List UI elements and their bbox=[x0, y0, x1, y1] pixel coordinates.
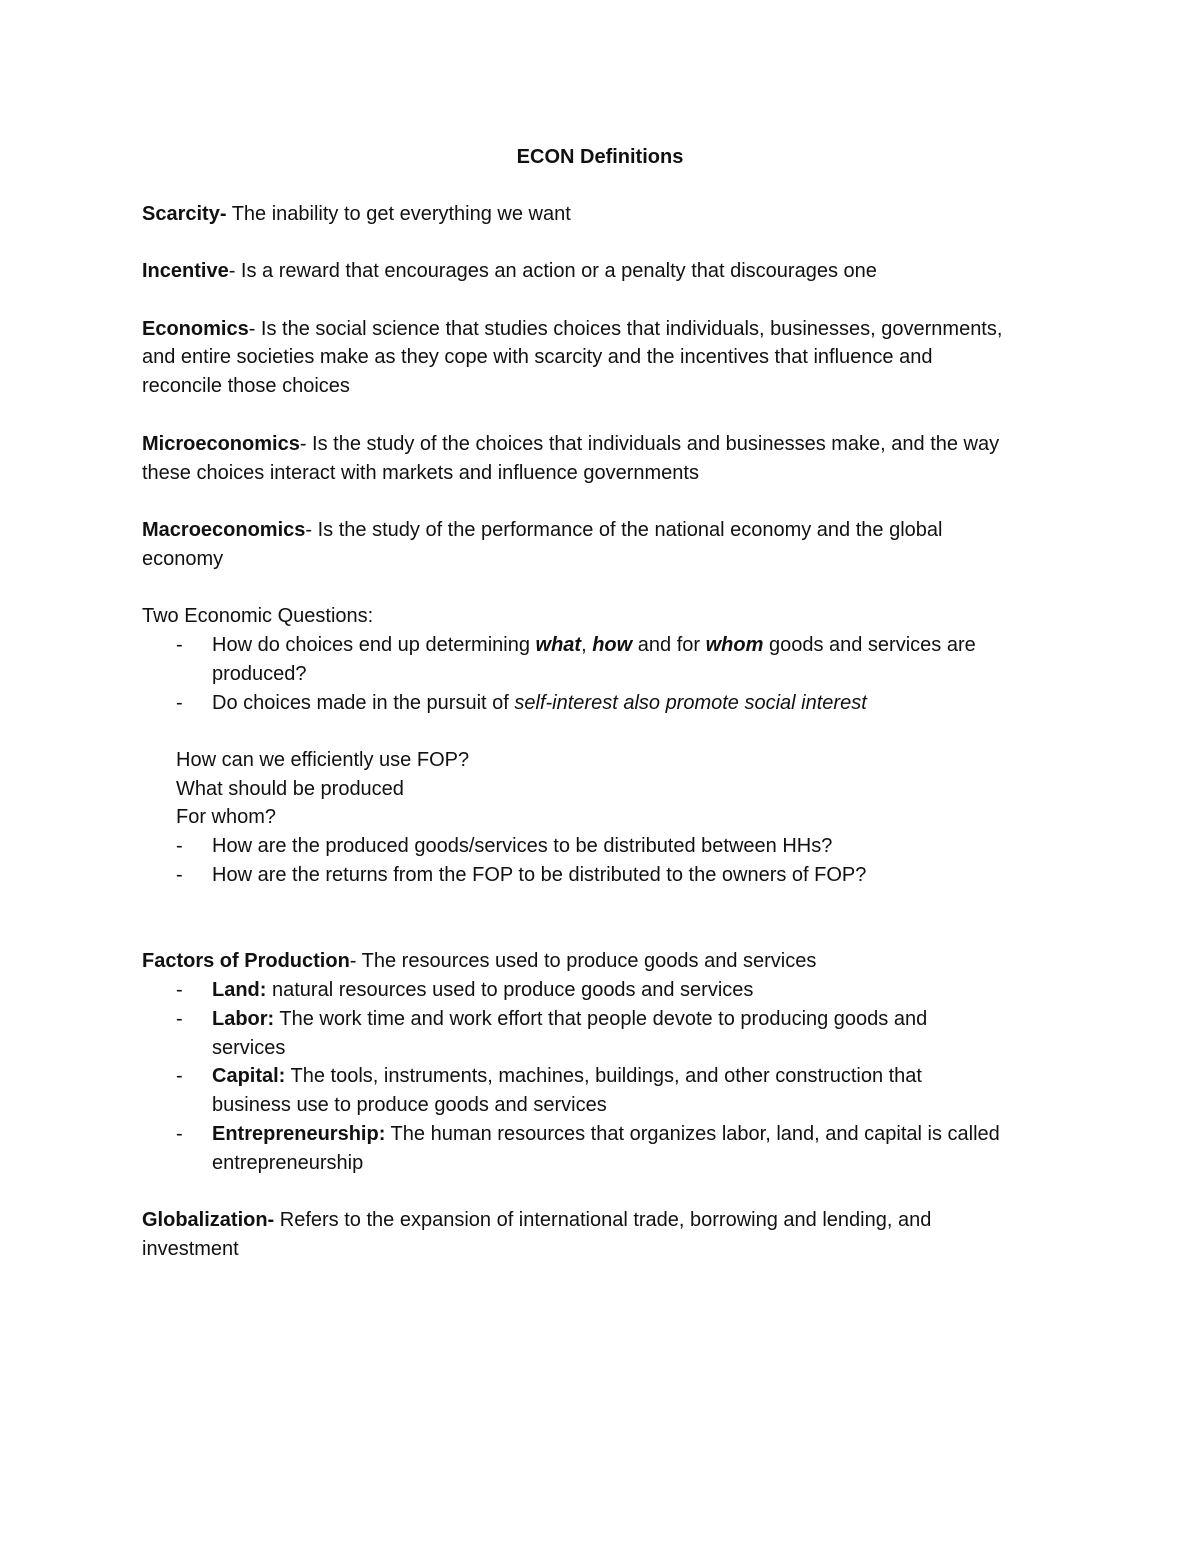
term-macroeconomics: Macroeconomics bbox=[142, 519, 306, 541]
term-microeconomics: Microeconomics bbox=[142, 433, 300, 455]
emphasis-what: what bbox=[535, 634, 582, 656]
question-item-2: Do choices made in the pursuit of self-interest also promote social interest bbox=[212, 692, 867, 714]
definition-macroeconomics bbox=[142, 516, 942, 545]
section-heading-two-questions: Two Economic Questions: bbox=[142, 605, 374, 627]
definition-text: investment bbox=[142, 1238, 239, 1260]
definition-text: reconcile those choices bbox=[142, 375, 350, 397]
question-item-1: How do choices end up determining what, how and for whom goods and services are bbox=[212, 634, 976, 656]
definition-scarcity bbox=[142, 200, 571, 229]
fop-question-1: How can we efficiently use FOP? bbox=[176, 749, 470, 771]
factor-capital: Capital: The tools, instruments, machines, buildings, and other construction that bbox=[212, 1065, 922, 1087]
factor-entrepreneurship: Entrepreneurship: The human resources that organizes labor, land, and capital is called bbox=[212, 1123, 1000, 1145]
definition-text: these choices interact with markets and influence governments bbox=[142, 462, 699, 484]
factor-land: Land: natural resources used to produce goods and services bbox=[212, 979, 754, 1001]
definition-globalization bbox=[142, 1206, 931, 1235]
term-factors-of-production: Factors of Production bbox=[142, 950, 350, 972]
bullet-dash: - bbox=[176, 979, 183, 1001]
emphasis-whom: whom bbox=[705, 634, 764, 656]
term-economics: Economics bbox=[142, 318, 249, 340]
term-entrepreneurship: Entrepreneurship: bbox=[212, 1123, 386, 1145]
definition-microeconomics bbox=[142, 430, 999, 459]
definition-text: and entire societies make as they cope with scarcity and the incentives that influence and bbox=[142, 346, 933, 368]
factor-capital-continued: business use to produce goods and services bbox=[212, 1094, 607, 1116]
term-globalization: Globalization- bbox=[142, 1209, 275, 1231]
factor-entrepreneurship-continued: entrepreneurship bbox=[212, 1152, 364, 1174]
term-incentive: Incentive bbox=[142, 260, 229, 282]
term-land: Land: bbox=[212, 979, 267, 1001]
bullet-dash: - bbox=[176, 1065, 183, 1087]
definition-text: - Is the study of the choices that individuals and businesses make, and the way bbox=[299, 433, 1000, 455]
definition-incentive bbox=[142, 257, 877, 286]
definition-text: - Is the study of the performance of the national economy and the global bbox=[305, 519, 943, 541]
fop-question-2: What should be produced bbox=[176, 778, 404, 800]
definition-text: economy bbox=[142, 548, 224, 570]
definition-factors-of-production bbox=[142, 947, 816, 976]
bullet-dash: - bbox=[176, 692, 183, 714]
emphasis-how: how bbox=[592, 634, 633, 656]
bullet-dash: - bbox=[176, 634, 183, 656]
emphasis-self-interest: self-interest also promote social interest bbox=[514, 692, 867, 714]
definition-economics bbox=[142, 315, 1002, 344]
definition-text: - Is the social science that studies choices that individuals, businesses, governments, bbox=[248, 318, 1003, 340]
bullet-dash: - bbox=[176, 835, 183, 857]
bullet-dash: - bbox=[176, 864, 183, 886]
definition-text: - The resources used to produce goods and services bbox=[349, 950, 817, 972]
factor-labor-continued: services bbox=[212, 1037, 286, 1059]
definition-text: - Is a reward that encourages an action or a penalty that discourages one bbox=[228, 260, 877, 282]
document-title: ECON Definitions bbox=[516, 146, 684, 168]
fop-question-3: For whom? bbox=[176, 806, 277, 828]
term-capital: Capital: bbox=[212, 1065, 286, 1087]
bullet-dash: - bbox=[176, 1008, 183, 1030]
term-labor: Labor: bbox=[212, 1008, 275, 1030]
fop-bullet-1: How are the produced goods/services to be distributed between HHs? bbox=[212, 835, 833, 857]
question-item-1-continued: produced? bbox=[212, 663, 307, 685]
term-scarcity: Scarcity- bbox=[142, 203, 227, 225]
bullet-dash: - bbox=[176, 1123, 183, 1145]
definition-text: Refers to the expansion of international trade, borrowing and lending, and bbox=[274, 1209, 932, 1231]
definition-text: The inability to get everything we want bbox=[226, 203, 571, 225]
factor-labor: Labor: The work time and work effort that people devote to producing goods and bbox=[212, 1008, 928, 1030]
fop-bullet-2: How are the returns from the FOP to be distributed to the owners of FOP? bbox=[212, 864, 867, 886]
